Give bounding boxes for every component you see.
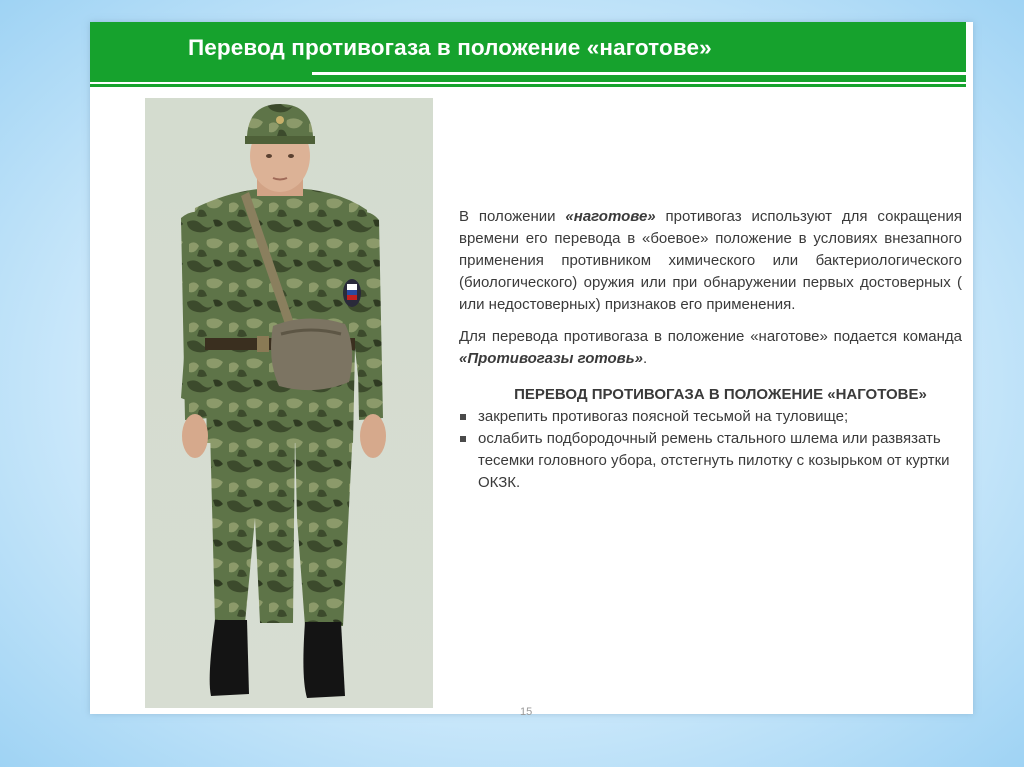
content-text bbox=[459, 206, 962, 494]
soldier-photo bbox=[145, 98, 433, 708]
title-divider bbox=[90, 84, 966, 87]
title-underline bbox=[312, 72, 966, 75]
command-text-end: . bbox=[643, 350, 648, 367]
title-bar bbox=[90, 22, 966, 82]
procedure-step: ослабить подбородочный ремень стального шлема или развязать тесемки головного убора, отстегнуть пилотку с козырьком от куртки ОКЗК. bbox=[459, 428, 962, 494]
procedure-step: закрепить противогаз поясной тесьмой на туловище; bbox=[459, 406, 962, 428]
slide-title: Перевод противогаза в положение «наготове» bbox=[188, 35, 712, 60]
paragraph-command bbox=[459, 326, 962, 370]
intro-emphasis: «наготове» bbox=[565, 208, 656, 225]
slide bbox=[90, 22, 973, 718]
procedure-list bbox=[459, 406, 962, 494]
command-emphasis: «Противогазы готовь» bbox=[459, 350, 643, 367]
command-text-start: Для перевода противогаза в положение «наготове» подается команда bbox=[459, 328, 962, 345]
paragraph-intro bbox=[459, 206, 962, 316]
intro-text-start: В положении bbox=[459, 208, 566, 225]
soldier-illustration bbox=[145, 98, 433, 708]
page-number: 15 bbox=[520, 706, 533, 718]
procedure-heading: ПЕРЕВОД ПРОТИВОГАЗА В ПОЛОЖЕНИЕ «НАГОТОВЕ» bbox=[514, 386, 927, 403]
intro-text-end: противогаз используют для сокращения времени его перевода в «боевое» положение в условиях внезапного применения противником химического или бактериологического (биологического) оружия или при обнаружении первых достоверных ( или недостоверных) признаков его применения. bbox=[459, 208, 962, 313]
